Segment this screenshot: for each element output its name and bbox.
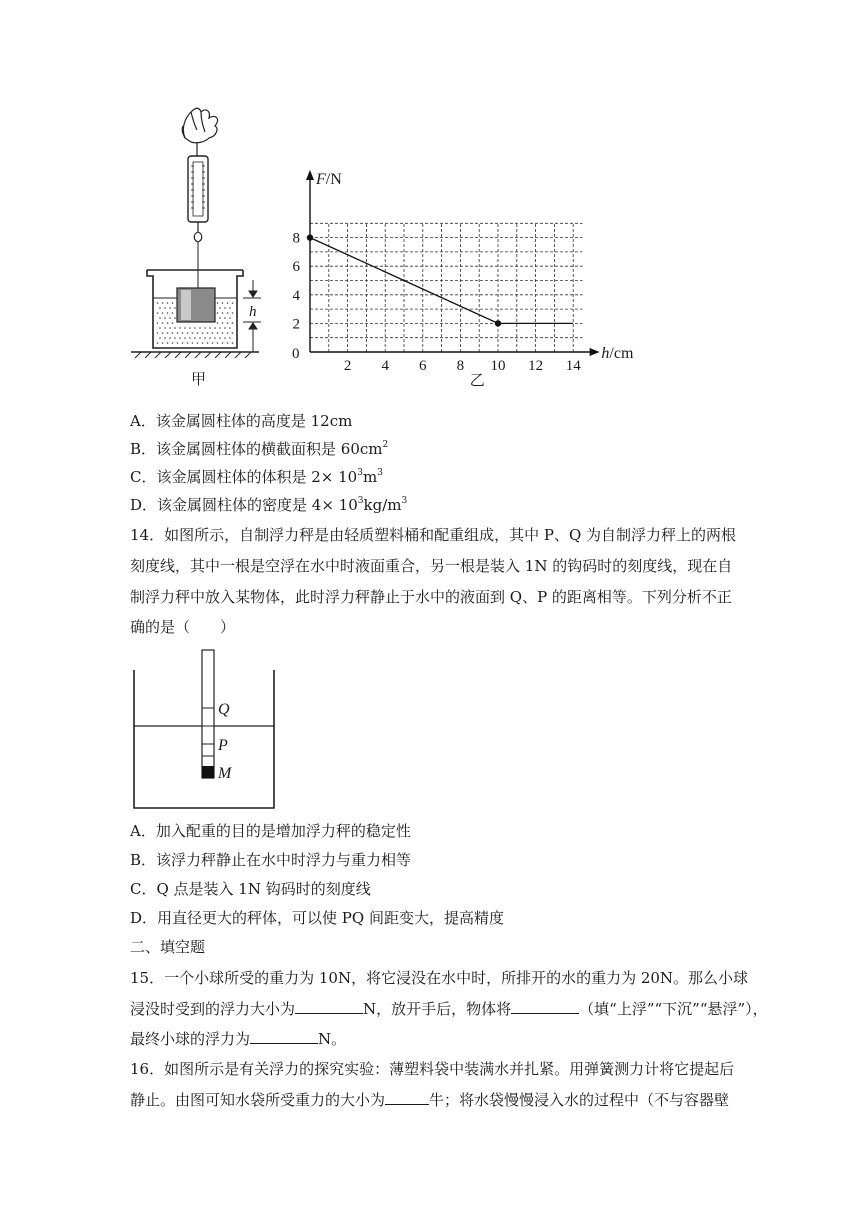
q15-blank-2[interactable] <box>511 998 579 1014</box>
x-tick-label: 12 <box>528 358 544 374</box>
q14-stem-line2: 刻度线，其中一根是空浮在水中时液面重合，另一根是装入 1N 的钩码时的刻度线，现在自 <box>130 557 733 575</box>
q14-option-a: A．加入配重的目的是增加浮力秤的稳定性 <box>130 822 411 840</box>
chart-origin-label: 0 <box>292 346 300 362</box>
scale-tube <box>202 650 214 778</box>
x-tick-label: 8 <box>456 358 465 374</box>
label-q: Q <box>218 701 230 718</box>
q14-stem-line4: 确的是（ ） <box>130 618 236 636</box>
q15-line3: 最终小球的浮力为 N。 <box>130 1030 347 1048</box>
x-tick-label: 2 <box>343 358 352 374</box>
y-tick-label: 2 <box>292 316 300 333</box>
q14-option-b: B．该浮力秤静止在水中时浮力与重力相等 <box>130 851 412 869</box>
y-tick-label: 8 <box>292 230 300 247</box>
q16-line2: 静止。由图可知水袋所受重力的大小为 牛；将水袋慢慢浸入水的过程中（不与容器壁 <box>130 1091 730 1109</box>
ground <box>131 352 259 358</box>
x-axis-arrow <box>590 348 600 356</box>
chart-xlabel: h/cm <box>601 345 634 362</box>
y-axis-arrow <box>306 170 314 180</box>
counterweight <box>202 766 214 778</box>
h-label: h <box>249 304 257 320</box>
hand-icon <box>182 108 217 143</box>
x-tick-label: 14 <box>565 358 581 374</box>
y-tick-label: 4 <box>292 287 300 304</box>
chart-ylabel: F/N <box>316 171 342 188</box>
label-m: M <box>218 765 232 782</box>
data-point <box>495 320 501 326</box>
q13-option-c: C．该金属圆柱体的体积是 $2\times 10^3m^3$ <box>130 468 383 486</box>
spring-scale <box>188 142 208 288</box>
q14-option-c: C．Q 点是装入 1N 钩码时的刻度线 <box>130 880 371 898</box>
q13-option-b: B．该金属圆柱体的横截面积是 $60cm^2$ <box>130 440 389 458</box>
figure-jia-caption: 甲 <box>191 372 207 388</box>
q16-line1: 16．如图所示是有关浮力的探究实验：薄塑料袋中装满水并扎紧。用弹簧测力计将它提起后 <box>130 1060 735 1078</box>
q15-line2: 浸没时受到的浮力大小为 N，放开手后，物体将 （填“上浮”“下沉”“悬浮”）， <box>130 1000 768 1018</box>
data-point <box>307 234 313 240</box>
q14-option-d: D．用直径更大的秤体，可以使 PQ 间距变大，提高精度 <box>130 909 504 927</box>
q16-blank-1[interactable] <box>385 1089 429 1105</box>
q14-stem-line1: 14．如图所示，自制浮力秤是由轻质塑料桶和配重组成，其中 P、Q 为自制浮力秤上的两根 <box>130 526 737 544</box>
figure-jia <box>125 100 275 395</box>
q13-option-a: A．该金属圆柱体的高度是 12cm <box>130 412 353 430</box>
q15-blank-3[interactable] <box>250 1028 318 1044</box>
section-title: 二、填空题 <box>130 938 206 956</box>
x-tick-label: 4 <box>381 358 389 374</box>
label-p: P <box>218 737 228 754</box>
q14-stem-line3: 制浮力秤中放入某物体，此时浮力秤静止于水中的液面到 Q、P 的距离相等。下列分析不正 <box>130 588 732 606</box>
q15-blank-1[interactable] <box>295 998 363 1014</box>
q13-option-d: D．该金属圆柱体的密度是 $4\times 10^3kg/m^3$ <box>130 496 408 514</box>
figure-yi-chart <box>280 160 660 395</box>
x-tick-label: 6 <box>419 358 427 374</box>
q14-figure <box>128 648 288 813</box>
x-tick-label: 10 <box>490 358 506 374</box>
chart-axes <box>306 170 600 356</box>
y-tick-label: 6 <box>292 259 300 276</box>
q15-line1: 15．一个小球所受的重力为 10N，将它浸没在水中时，所排开的水的重力为 20N。那么小球 <box>130 969 749 987</box>
chart-grid <box>310 223 583 352</box>
figure-yi-caption: 乙 <box>469 373 485 389</box>
